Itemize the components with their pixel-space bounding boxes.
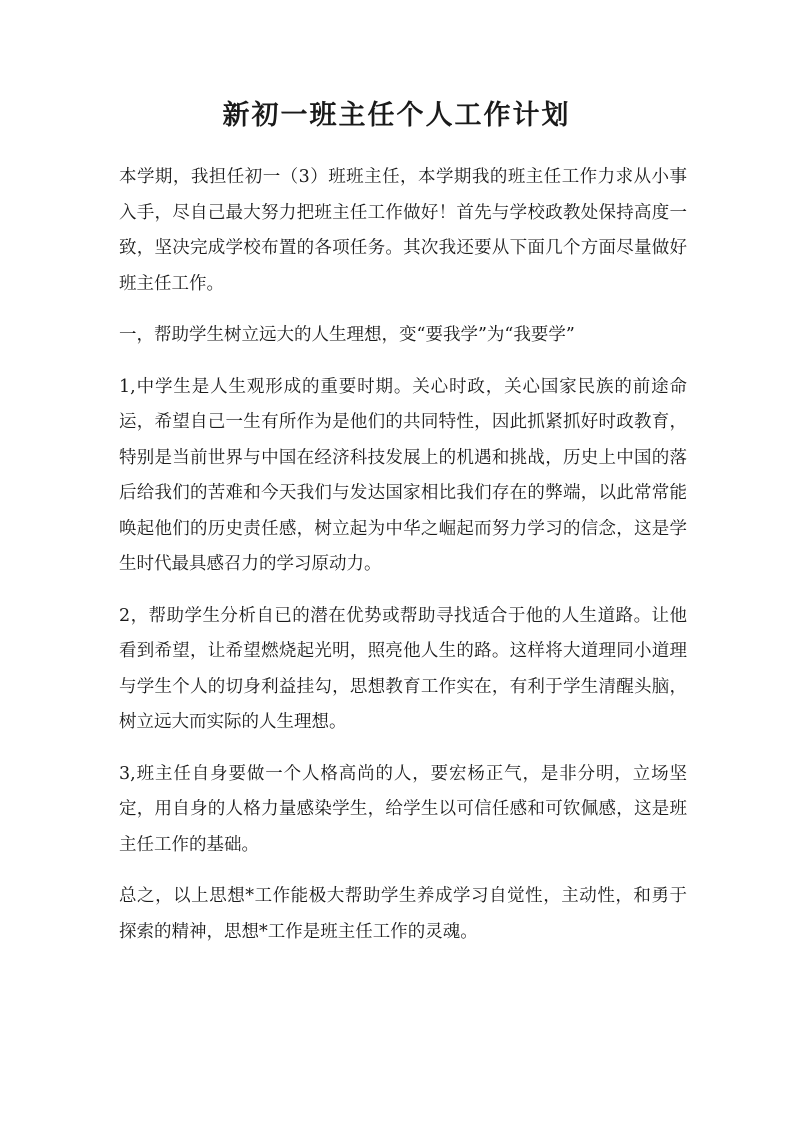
paragraph-conclusion: 总之，以上思想*工作能极大帮助学生养成学习自觉性，主动性，和勇于探索的精神，思想*工作是班主任工作的灵魂。 bbox=[119, 886, 687, 942]
paragraph-point-2: 2，帮助学生分析自已的潜在优势或帮助寻找适合于他的人生道路。让他看到希望，让希望燃烧起光明，照亮他人生的路。这样将大道理同小道理与学生个人的切身利益挂勾，思想教育工作实在，有利于学生清醒头脑，树立远大而实际的人生理想。 bbox=[119, 605, 687, 732]
section-heading-1: 一，帮助学生树立远大的人生理想，变“要我学”为“我要学” bbox=[119, 325, 575, 345]
document-title: 新初一班主任个人工作计划 bbox=[222, 100, 571, 131]
paragraph-intro: 本学期，我担任初一（3）班班主任，本学期我的班主任工作力求从小事入手，尽自己最大努力把班主任工作做好！首先与学校政教处保持高度一致，坚决完成学校布置的各项任务。其次我还要从下面几个方面尽量做好班主任工作。 bbox=[119, 167, 687, 294]
paragraph-point-1: 1,中学生是人生观形成的重要时期。关心时政，关心国家民族的前途命运，希望自己一生有所作为是他们的共同特性，因此抓紧抓好时政教育，特别是当前世界与中国在经济科技发展上的机遇和挑战，历史上中国的落后给我们的苦难和今天我们与发达国家相比我们存在的弊端，以此常常能唤起他们的历史责任感，树立起为中华之崛起而努力学习的信念，这是学生时代最具感召力的学习原动力。 bbox=[119, 376, 687, 574]
document-body bbox=[119, 160, 687, 966]
paragraph-point-3: 3,班主任自身要做一个人格高尚的人，要宏杨正气，是非分明，立场坚定，用自身的人格力量感染学生，给学生以可信任感和可钦佩感，这是班主任工作的基础。 bbox=[119, 763, 687, 855]
